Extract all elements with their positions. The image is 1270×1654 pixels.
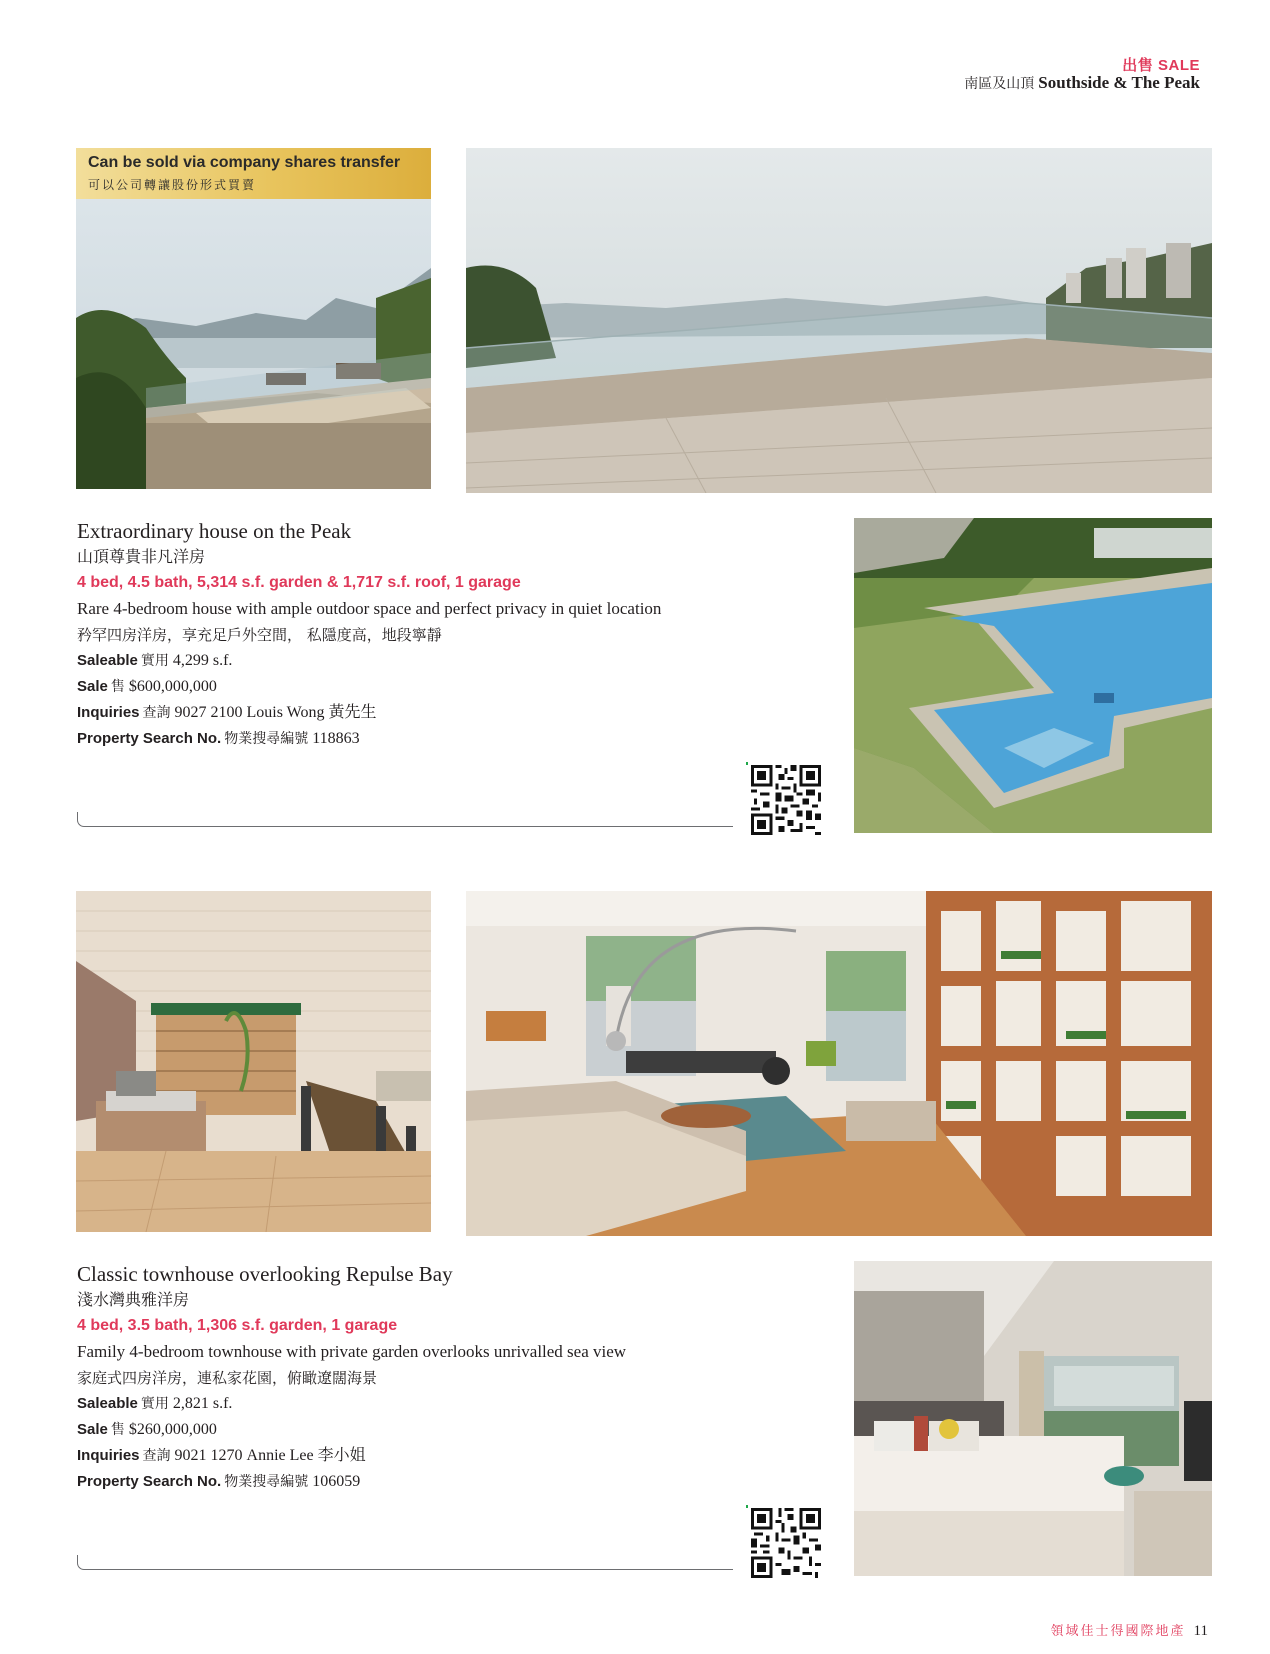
listing2-photo-bedroom[interactable] (854, 1261, 1212, 1576)
listing1-description-zh: 矜罕四房洋房，享充足戶外空間， 私隱度高，地段寧靜 (77, 626, 442, 644)
listing1-inquiries-row (77, 700, 797, 726)
inquiries-contact[interactable]: 9021 1270 Annie Lee 李小姐 (174, 1447, 366, 1464)
listing2-title-zh: 淺水灣典雅洋房 (77, 1290, 190, 1309)
sale-label-en: SALE (1157, 57, 1200, 74)
search-no-label-zh: 物業搜尋編號 (224, 731, 309, 747)
saleable-label: Saleable (77, 1395, 138, 1412)
listing2-title-en[interactable]: Classic townhouse overlooking Repulse Bay (77, 1262, 453, 1286)
listing1-search-row (77, 726, 797, 752)
listing2-description-zh: 家庭式四房洋房，連私家花園，俯瞰遼闊海景 (77, 1369, 378, 1387)
saleable-value: 2,821 s.f. (172, 1395, 233, 1412)
inquiries-contact[interactable]: 9027 2100 Louis Wong 黃先生 (174, 704, 377, 721)
sale-price: $260,000,000 (128, 1421, 217, 1438)
region-zh: 南區及山頂 (964, 76, 1035, 92)
listing2-details (77, 1261, 797, 1495)
listing1-qr-code-icon[interactable] (748, 762, 824, 838)
listing1-title-zh: 山頂尊貴非凡洋房 (77, 547, 206, 566)
page-footer (1051, 1620, 1208, 1640)
listing1-photo-pool[interactable] (854, 518, 1212, 833)
search-no-value: 118863 (312, 730, 360, 747)
listing1-saleable-row (77, 648, 797, 674)
sale-price: $600,000,000 (128, 678, 217, 695)
listing2-inquiries-row (77, 1443, 797, 1469)
search-no-label-zh: 物業搜尋編號 (224, 1474, 309, 1490)
listing2-specs: 4 bed, 3.5 bath, 1,306 s.f. garden, 1 garage (77, 1317, 398, 1334)
listing1-divider (77, 812, 733, 827)
page-number: 11 (1193, 1623, 1208, 1639)
listing2-saleable-row (77, 1391, 797, 1417)
section-label (1122, 54, 1200, 75)
listing1-photo-roof-terrace[interactable] (466, 148, 1212, 493)
listing1-specs: 4 bed, 4.5 bath, 5,314 s.f. garden & 1,717 s.f. roof, 1 garage (77, 574, 521, 591)
saleable-value: 4,299 s.f. (172, 652, 233, 669)
sale-label-zh: 售 (110, 1422, 125, 1438)
sale-label: Sale (77, 678, 108, 695)
banner-text-zh: 可以公司轉讓股份形式買賣 (88, 178, 257, 192)
listing2-photo-patio[interactable] (76, 891, 431, 1232)
listing2-description-en: Family 4-bedroom townhouse with private garden overlooks unrivalled sea view (77, 1342, 627, 1361)
saleable-label-zh: 實用 (140, 653, 169, 669)
listing2-search-row (77, 1469, 797, 1495)
listing1-title-en[interactable]: Extraordinary house on the Peak (77, 519, 352, 543)
saleable-label-zh: 實用 (140, 1396, 169, 1412)
search-no-label: Property Search No. (77, 1473, 222, 1490)
footer-brand: 領域佳士得國際地產 (1050, 1624, 1186, 1639)
inquiries-label: Inquiries (77, 1447, 140, 1464)
listing2-sale-row (77, 1417, 797, 1443)
listing1-description-en: Rare 4-bedroom house with ample outdoor space and perfect privacy in quiet location (77, 599, 662, 618)
inquiries-label-zh: 查詢 (142, 705, 171, 721)
banner-text-en: Can be sold via company shares transfer (88, 154, 401, 171)
listing1-photo-peak-rooftop[interactable] (76, 148, 431, 489)
region-heading (964, 73, 1200, 93)
inquiries-label-zh: 查詢 (142, 1448, 171, 1464)
search-no-value: 106059 (312, 1473, 361, 1490)
listing2-qr-code-icon[interactable] (748, 1505, 824, 1581)
search-no-label: Property Search No. (77, 730, 222, 747)
listing2-divider (77, 1555, 733, 1570)
sale-label: Sale (77, 1421, 108, 1438)
listing2-photo-living-room[interactable] (466, 891, 1212, 1236)
listing1-details (77, 518, 797, 752)
saleable-label: Saleable (77, 652, 138, 669)
sale-label-zh: 出售 (1122, 57, 1154, 74)
sale-label-zh: 售 (110, 679, 125, 695)
shares-transfer-banner (76, 148, 431, 199)
listing1-sale-row (77, 674, 797, 700)
region-en: Southside & The Peak (1038, 73, 1200, 92)
inquiries-label: Inquiries (77, 704, 140, 721)
